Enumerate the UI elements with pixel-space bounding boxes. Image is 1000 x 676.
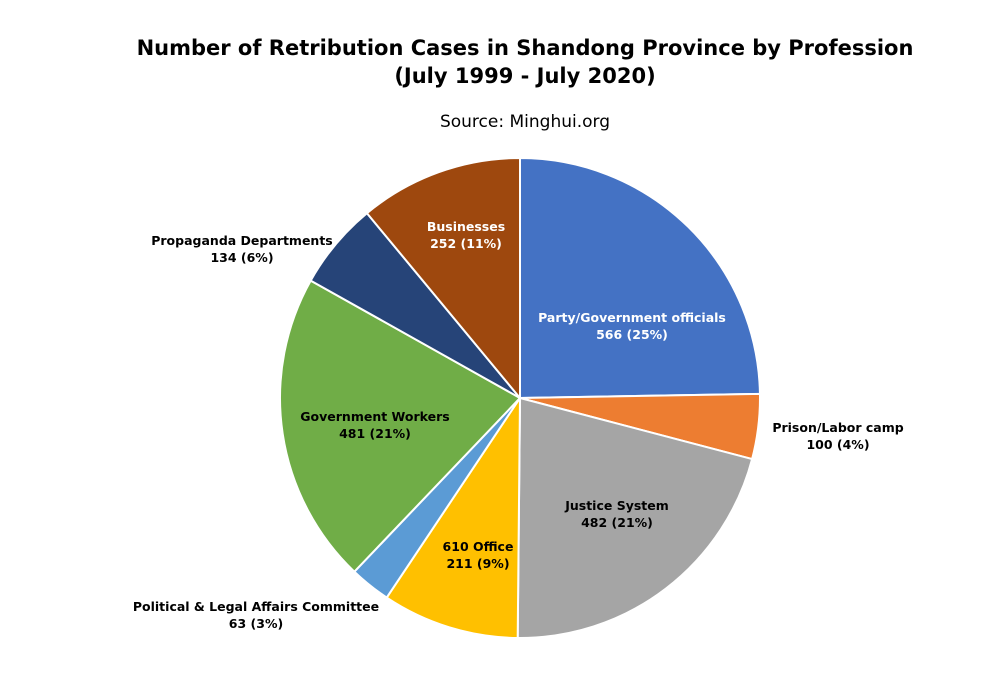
slice-label-value: 134 (6%) bbox=[210, 250, 274, 265]
chart-title-line1: Number of Retribution Cases in Shandong Province by Profession bbox=[136, 36, 914, 60]
slice-label-name: Government Workers bbox=[300, 409, 450, 424]
slice-label-name: Party/Government officials bbox=[538, 310, 726, 325]
slice-label-value: 100 (4%) bbox=[806, 437, 870, 452]
slice-label-value: 252 (11%) bbox=[430, 236, 502, 251]
chart-title-line2: (July 1999 - July 2020) bbox=[394, 64, 656, 88]
pie-slices bbox=[280, 158, 760, 638]
chart-subtitle: Source: Minghui.org bbox=[439, 112, 611, 132]
slice-label-name: Propaganda Departments bbox=[151, 233, 333, 248]
slice-label-value: 63 (3%) bbox=[228, 616, 284, 631]
slice-label-name: Businesses bbox=[426, 219, 506, 234]
slice-label-name: 610 Office bbox=[442, 539, 514, 554]
slice-label bbox=[772, 420, 903, 452]
slice-label-name: Prison/Labor camp bbox=[772, 420, 904, 435]
slice-label-value: 482 (21%) bbox=[581, 515, 653, 530]
slice-label-value: 211 (9%) bbox=[446, 556, 510, 571]
slice-label-value: 566 (25%) bbox=[596, 327, 668, 342]
slice-label-value: 481 (21%) bbox=[339, 426, 411, 441]
pie-slice bbox=[520, 158, 760, 398]
slice-label bbox=[133, 599, 379, 631]
slice-label-name: Justice System bbox=[565, 498, 669, 513]
slice-label bbox=[151, 233, 333, 265]
slice-label-name: Political & Legal Affairs Committee bbox=[132, 599, 380, 614]
